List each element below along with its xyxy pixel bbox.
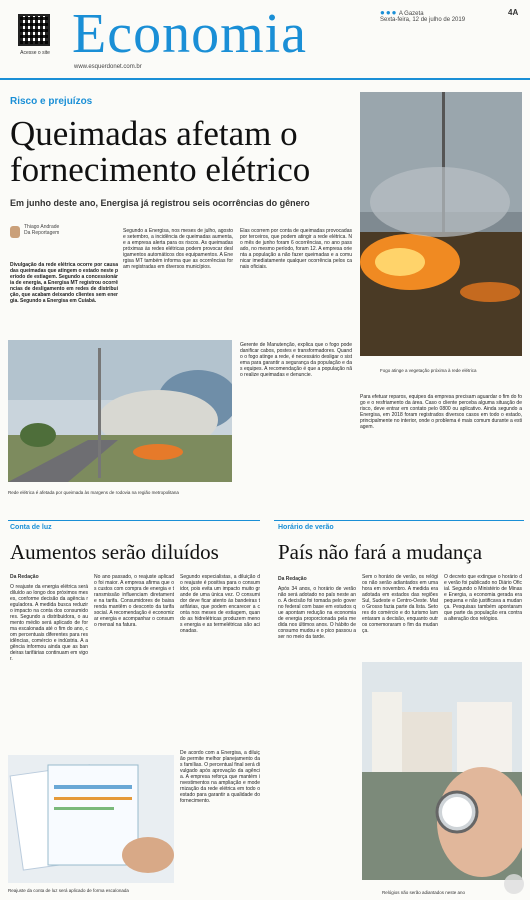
main-kicker: Risco e prejuízos [10,96,93,107]
right-kicker: Horário de verão [278,524,334,531]
photo-fire-caption: Fogo atinge a vegetação próxima à rede elétrica [380,368,477,373]
photo-road-caption: Rede elétrica é afetada por queimada às margens de rodovia na região metropolitana [8,490,179,495]
main-col-2: Segundo a Energisa, nos meses de julho, agosto e setembro, a incidência de queimadas aumenta, e a empresa alerta para os riscos. As queimadas próximas às redes elétricas podem provocar desligamentos automáticos dos equipamentos. A Energisa MT também informa que as ocorrências foram registradas em diversos municípios. [123,228,233,270]
qr-code[interactable] [18,14,50,46]
header-info [380,8,520,23]
publication-name: A Gazeta [398,11,424,17]
photo-clock-city [362,662,522,880]
left-col-3: Segundo especialistas, a diluição do reajuste é positiva para o consumidor, pois evita um impacto muito grande de uma única vez. O consumidor deve ficar atento às bandeiras tarifárias, que podem encarecer a conta nos meses de estiagem, quando as hidrelétricas produzem menos energia e as termelétricas são acionadas. [180,574,260,634]
left-kicker: Conta de luz [10,524,52,531]
site-url[interactable]: www.esquerdonet.com.br [74,64,142,70]
author-name: Thiago Andrade [24,224,60,230]
photo-clock-caption: Relógios não serão adiantados neste ano [382,890,466,895]
qr-caption: Acesse o site [20,50,50,56]
main-subheadline: Em junho deste ano, Energisa já registrou seis ocorrências do gênero [10,198,310,208]
right-col-3: O decreto que extingue o horário de verão foi publicado no Diário Oficial. Segundo o Ministério de Minas e Energia, a economia gerada era pequena e não justificava a mudança. Pesquisas também apontaram que parte da população era contra a alteração dos relógios. [444,574,522,622]
left-col-4: De acordo com a Energisa, a diluição permite melhor planejamento das famílias. O percentual final será divulgado após aprovação da agência. A empresa reforça que mantém investimentos na ampliação e modernização da rede elétrica em todo o estado para garantir a qualidade do fornecimento. [180,750,260,804]
author [10,224,134,236]
photo-bill-caption: Reajuste da conta de luz será aplicado de forma escalonada [8,888,129,893]
left-headline: Aumentos serão diluídos [10,540,219,564]
main-col-5: Para efetuar reparos, equipes da empresa precisam aguardar o fim do fogo e o resfriamento da área. Caso o cliente perceba alguma situação de risco, deve entrar em contato pelo 0800 ou aplicativo. Ainda segundo a Energisa, em 2018 foram registrados diversos casos em todo o estado, principalmente no interior, onde o problema é mais comum durante a estiagem. [360,394,522,430]
author-role: Da Reportagem [24,230,60,236]
page-number: 4A [508,8,519,17]
main-col-3: Elas ocorrem por conta de queimadas provocadas por terceiros, que podem atingir a rede elétrica. No mês de junho foram 6 ocorrências, no ano passado, no mesmo período, foram 12. A empresa orienta a população a não fazer queimadas e a comunicar imediatamente qualquer ocorrência pelos canais oficiais. [240,228,352,270]
left-byline: Da Redação [10,574,39,580]
left-col-1: O reajuste da energia elétrica será diluído ao longo dos próximos meses, conforme decisão da agência reguladora. A medida busca reduzir o impacto na conta dos consumidores. Segundo a distribuidora, o aumento médio será aplicado de forma escalonada até o fim do ano, com percentuais diferentes para residências, comércio e indústria. A agência informou ainda que as bandeiras tarifárias continuam em vigor. [10,584,88,662]
right-col-1: Após 34 anos, o horário de verão não será adotado no país neste ano. A decisão foi tomada pelo governo federal com base em estudos que apontam redução na economia de energia proporcionada pela medida nos últimos anos. O hábito de consumo mudou e o pico passou a ser no meio da tarde. [278,586,356,640]
header-rule [0,78,530,80]
photo-fire-grass [360,92,522,356]
right-headline: País não fará a mudança [278,540,483,564]
photo-bill [8,755,174,883]
right-byline: Da Redação [278,576,307,582]
social-icons: ●●● [380,8,398,17]
right-story-rule [274,520,524,521]
main-col-1: Divulgação da rede elétrica ocorre por causa das queimadas que atingem o estado neste período de estiagem. Segundo a concessionária de energia, a Energisa MT registrou ocorrências de desligamento em redes de distribuição, que acabam deixando clientes sem energia. Segundo a Energisa em Cuiabá. [10,262,118,304]
left-col-2: No ano passado, o reajuste aplicado foi maior. A empresa afirma que os custos com compra de energia e transmissão influenciam diretamente na tarifa. Consumidores de baixa renda mantêm o desconto da tarifa social. A recomendação é economizar energia e acompanhar o consumo mensal na fatura. [94,574,174,628]
left-story-rule [8,520,260,521]
watermark-logo-icon [504,874,524,894]
section-title: Economia [72,3,308,65]
photo-road-fire [8,340,232,482]
edition-date: Sexta-feira, 12 de julho de 2019 [380,17,466,23]
main-headline: Queimadas afetam o fornecimento elétrico [10,114,311,189]
main-col-4: Gerente de Manutenção, explica que o fogo pode danificar cabos, postes e transformadores. Quando o fogo atinge a rede, é necessário desligar o sistema para garantir a segurança da população e das equipes. A recomendação é que a população não realize queimadas e denuncie. [240,342,352,378]
right-col-2: Sem o horário de verão, os relógios não serão adiantados em uma hora em novembro. A medida era adotada em estados das regiões Sul, Sudeste e Centro-Oeste. Mato Grosso fazia parte da lista. Setores do comércio e do turismo lamentaram a decisão, enquanto outros comemoraram o fim da mudança. [362,574,438,634]
